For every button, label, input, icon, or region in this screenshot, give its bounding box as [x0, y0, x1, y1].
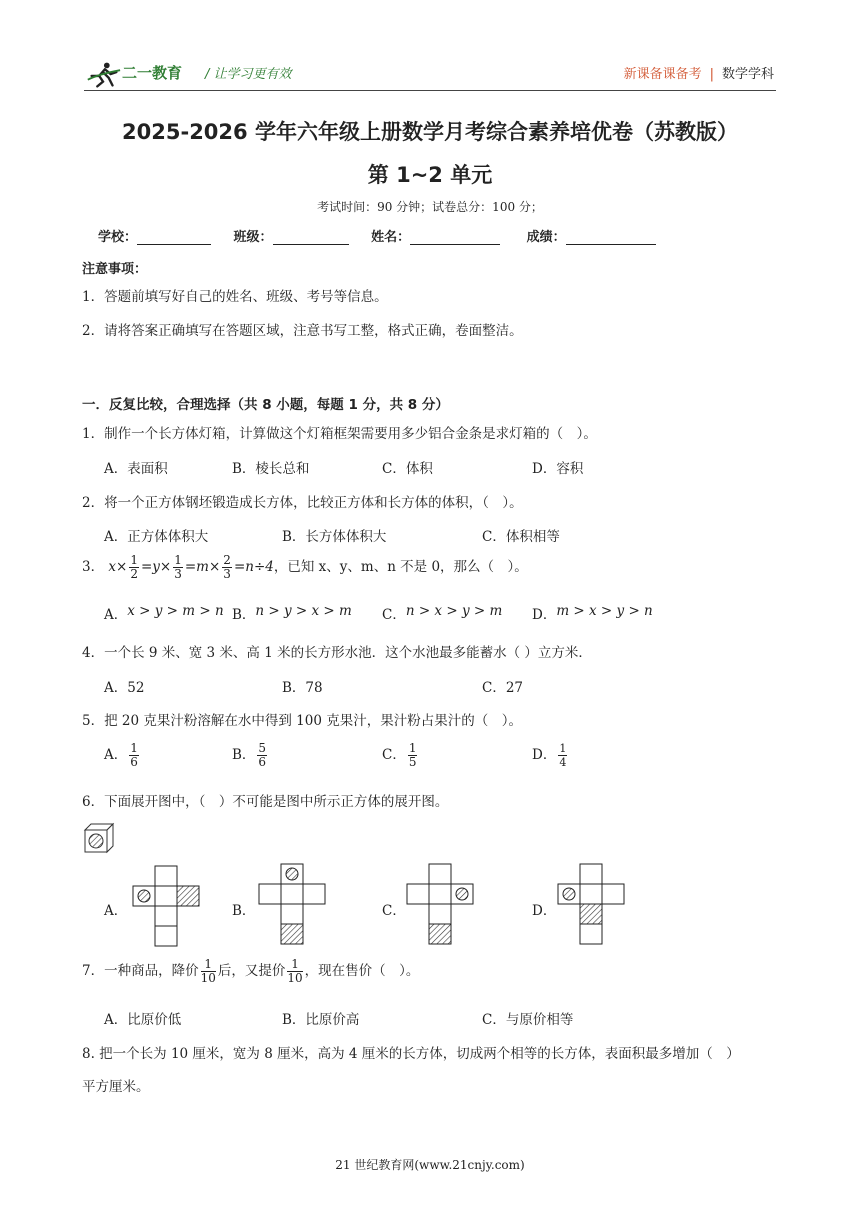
denominator: 2 [130, 567, 138, 581]
option-expr: n > y > x > m [255, 603, 352, 619]
q4-option-b: B．78 [282, 680, 323, 696]
numerator: 1 [559, 742, 567, 755]
denominator: 5 [408, 755, 417, 769]
denominator: 3 [223, 567, 231, 581]
numerator: 1 [408, 741, 417, 755]
q7-option-a: A．比原价低 [104, 1012, 182, 1028]
question-2-text: 2．将一个正方体钢坯锻造成长方体，比较正方体和长方体的体积，（ ）。 [82, 495, 523, 511]
option-label: B． [232, 747, 256, 763]
denominator: 6 [130, 755, 138, 769]
cube-net-d [558, 864, 624, 944]
section-heading: 一．反复比较，合理选择（共 8 小题，每题 1 分，共 8 分） [82, 397, 449, 413]
page-title: 2025-2026 学年六年级上册数学月考综合素养培优卷（苏教版） [122, 120, 738, 144]
question-5-text: 5．把 20 克果汁粉溶解在水中得到 100 克果汁，果汁粉占果汁的（ ）。 [82, 713, 522, 729]
numerator: 1 [130, 553, 138, 567]
score-label: 成绩： [526, 230, 566, 245]
q3-expr: x× [108, 559, 128, 575]
header-separator: | [709, 67, 714, 82]
numerator: 1 [201, 958, 216, 972]
q1-option-b: B．棱长总和 [232, 461, 310, 477]
q1-option-d: D．容积 [532, 461, 584, 477]
q6-option-b: B． [232, 903, 256, 919]
question-7-text [82, 958, 419, 985]
numerator: 1 [130, 741, 138, 755]
q2-option-a: A．正方体体积大 [104, 529, 209, 545]
slogan: / 让学习更有效 [205, 67, 292, 82]
denominator: 10 [287, 971, 303, 985]
note-item: 2．请将答案正确填写在答题区域，注意书写工整，格式正确，卷面整洁。 [82, 323, 523, 339]
q7-text-part: 后，又提价 [217, 963, 286, 979]
q2-option-c: C．体积相等 [482, 529, 560, 545]
denominator: 10 [200, 971, 216, 985]
q3-expr: =n÷4 [233, 559, 274, 575]
denominator: 6 [258, 755, 267, 769]
header-subject-label: 数学学科 [721, 67, 774, 82]
brand-name: 二一教育 [122, 64, 183, 82]
note-item: 1．答题前填写好自己的姓名、班级、考号等信息。 [82, 289, 388, 305]
q3-expr: =m× [184, 559, 221, 575]
q7-option-c: C．与原价相等 [482, 1012, 574, 1028]
exam-info: 考试时间：90 分钟；试卷总分：100 分； [317, 200, 543, 214]
denominator: 3 [174, 567, 182, 581]
option-label: C． [382, 747, 406, 763]
q7-text-part: 7．一种商品，降价 [82, 963, 199, 979]
numerator: 2 [223, 553, 231, 567]
option-expr: x > y > m > n [127, 603, 224, 619]
name-label: 姓名： [371, 230, 411, 245]
cube-net-a [133, 866, 199, 946]
q4-option-a: A．52 [104, 680, 145, 696]
q1-option-c: C．体积 [382, 461, 433, 477]
option-expr: m > x > y > n [556, 603, 653, 619]
option-label: B． [232, 607, 256, 623]
q7-text-part: ，现在售价（ ）。 [304, 963, 420, 979]
reference-cube-icon [85, 824, 113, 852]
q7-option-b: B．比原价高 [282, 1012, 360, 1028]
option-expr: n > x > y > m [405, 603, 503, 619]
question-4-text: 4．一个长 9 米、宽 3 米、高 1 米的长方形水池．这个水池最多能蓄水（ ）立方米． [82, 645, 592, 661]
cube-net-c [407, 864, 473, 944]
q1-option-a: A．表面积 [104, 461, 168, 477]
option-label: C． [382, 607, 406, 623]
q4-option-c: C．27 [482, 680, 524, 696]
q6-option-a: A． [104, 903, 128, 919]
denominator: 4 [559, 756, 567, 769]
q7-fraction [287, 958, 302, 985]
option-label: D． [532, 607, 557, 623]
q6-option-c: C． [382, 903, 406, 919]
school-label: 学校： [98, 230, 138, 245]
class-label: 班级： [233, 230, 273, 245]
notes-heading: 注意事项： [82, 262, 148, 277]
page-footer: 21 世纪教育网(www.21cnjy.com) [335, 1158, 525, 1172]
q2-option-b: B．长方体体积大 [282, 529, 387, 545]
question-1-text: 1．制作一个长方体灯箱，计算做这个灯箱框架需要用多少铝合金条是求灯箱的（ ）。 [82, 426, 597, 442]
q3-text: ，已知 x、y、m、n 不是 0，那么（ ）。 [273, 559, 528, 575]
q6-option-d: D． [532, 903, 557, 919]
numerator: 1 [287, 958, 302, 972]
q3-expr: =y× [140, 559, 172, 575]
q3-number: 3． [82, 559, 105, 575]
header-course-label: 新课备课备考 [623, 67, 702, 82]
question-8-text-cont: 平方厘米。 [82, 1079, 150, 1095]
option-label: A． [104, 607, 128, 623]
option-label: D． [532, 747, 557, 763]
page-subtitle: 第 1~2 单元 [367, 163, 493, 187]
question-6-text: 6．下面展开图中，（ ）不可能是图中所示正方体的展开图。 [82, 794, 449, 810]
question-8-text: 8. 把一个长为 10 厘米，宽为 8 厘米，高为 4 厘米的长方体，切成两个相等的长方体，表面积最多增加（ ） [82, 1046, 740, 1062]
q7-fraction [201, 958, 216, 985]
numerator: 1 [174, 553, 182, 567]
numerator: 5 [258, 741, 267, 755]
cube-net-b [259, 864, 325, 944]
option-label: A． [104, 747, 128, 763]
